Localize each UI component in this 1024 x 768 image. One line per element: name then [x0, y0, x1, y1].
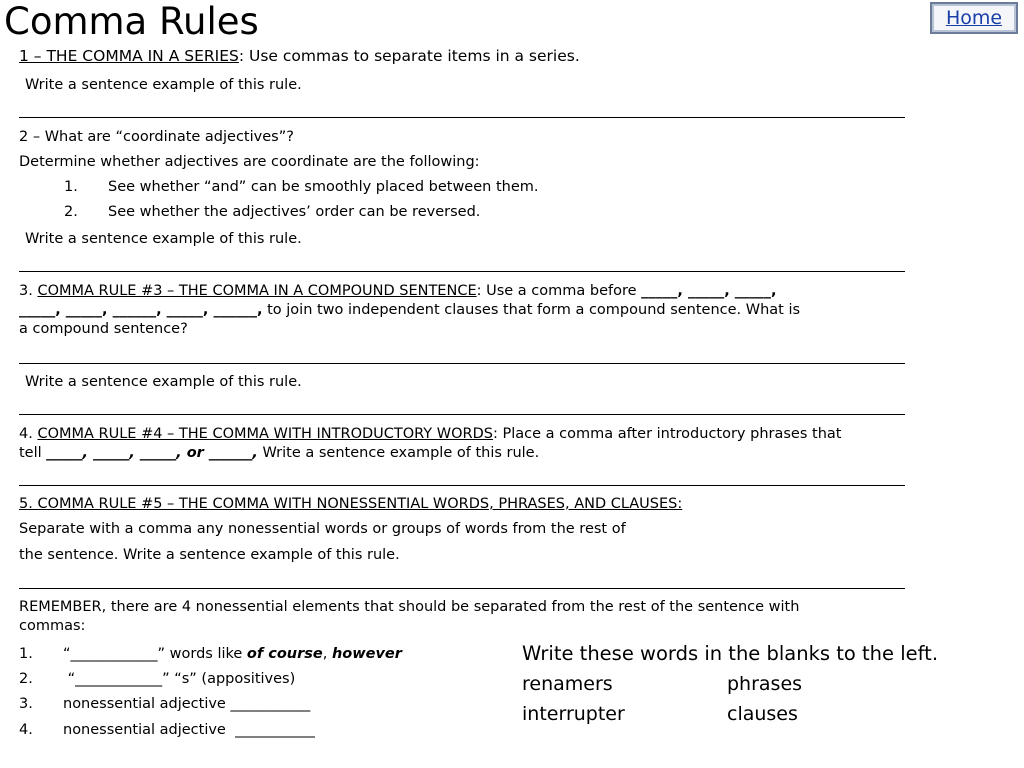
rule4-heading: [19, 424, 841, 444]
rule3-label: COMMA RULE #3 – THE COMMA IN A COMPOUND SENTENCE: [37, 283, 477, 299]
rule4-prefix: 4.: [19, 426, 38, 442]
answer-line-4[interactable]: [19, 414, 905, 415]
item-em1: of course: [246, 646, 323, 662]
rule4-line2-start: tell: [19, 445, 47, 461]
item-em2: however: [331, 646, 402, 662]
rule1-prompt: Write a sentence example of this rule.: [25, 77, 302, 93]
rule2-step-1: [64, 177, 538, 197]
rule2-determine: Determine whether adjectives are coordinate are the following:: [19, 154, 480, 170]
item-number: 4.: [19, 722, 33, 738]
item-pre: “____________” words like: [63, 646, 247, 662]
step-text: See whether “and” can be smoothly placed between them.: [108, 179, 539, 195]
rule5-label: 5. COMMA RULE #5 – THE COMMA WITH NONESSENTIAL WORDS, PHRASES, AND CLAUSES:: [19, 496, 683, 512]
word-renamers: renamers: [522, 673, 613, 695]
rule3-heading: [19, 281, 777, 301]
rule3-line2: [19, 300, 800, 320]
rule1-text: : Use commas to separate items in a series.: [238, 47, 580, 65]
page-title: Comma Rules: [4, 0, 259, 43]
remember-item-3: [19, 694, 310, 714]
rule1-label: 1 – THE COMMA IN A SERIES: [19, 47, 239, 65]
item-text: “____________” “s” (appositives): [63, 671, 296, 687]
home-link[interactable]: Home: [930, 2, 1018, 34]
word-phrases: phrases: [727, 673, 803, 695]
rule3-prefix: 3.: [19, 283, 38, 299]
remember-line2: commas:: [19, 618, 86, 634]
rule4-text: : Place a comma after introductory phrases that: [492, 426, 842, 442]
word-clauses: clauses: [727, 703, 798, 725]
answer-line-3[interactable]: [19, 363, 905, 364]
rule4-label: COMMA RULE #4 – THE COMMA WITH INTRODUCTORY WORDS: [37, 426, 493, 442]
item-text: nonessential adjective ___________: [63, 696, 311, 712]
rule2-step-2: [64, 202, 480, 222]
item-mid: ,: [322, 646, 332, 662]
remember-item-2: [19, 669, 295, 689]
step-text: See whether the adjectives’ order can be reversed.: [108, 204, 481, 220]
rule4-blanks[interactable]: _____, _____, _____, or ______,: [46, 445, 258, 461]
step-number: 1.: [64, 179, 78, 195]
remember-item-4: [19, 720, 315, 740]
item-number: 3.: [19, 696, 33, 712]
answer-line-6[interactable]: [19, 588, 905, 589]
rule3-line3: a compound sentence?: [19, 321, 188, 337]
word-bank-instruction: Write these words in the blanks to the left.: [522, 642, 939, 665]
rule5-line2: the sentence. Write a sentence example of this rule.: [19, 547, 400, 563]
remember-item-1: [19, 644, 402, 664]
rule1-heading: [19, 46, 580, 66]
rule2-prompt: Write a sentence example of this rule.: [25, 231, 302, 247]
answer-line-2[interactable]: [19, 271, 905, 272]
rule2-heading: 2 – What are “coordinate adjectives”?: [19, 129, 294, 145]
rule3-prompt: Write a sentence example of this rule.: [25, 374, 302, 390]
answer-line-1[interactable]: [19, 117, 905, 118]
rule3-text: : Use a comma before: [476, 283, 642, 299]
rule5-line1: Separate with a comma any nonessential words or groups of words from the rest of: [19, 521, 626, 537]
item-text: nonessential adjective ___________: [63, 722, 315, 738]
word-interrupter: interrupter: [522, 703, 625, 725]
rule3-rest: to join two independent clauses that form a compound sentence. What is: [262, 302, 801, 318]
rule4-line2-end: Write a sentence example of this rule.: [257, 445, 540, 461]
rule4-line2: [19, 443, 539, 463]
step-number: 2.: [64, 204, 78, 220]
answer-line-5[interactable]: [19, 485, 905, 486]
item-number: 1.: [19, 646, 33, 662]
rule3-blanks-1[interactable]: _____, _____, _____,: [641, 283, 777, 299]
rule3-blanks-2[interactable]: _____, _____, ______, _____, ______,: [19, 302, 263, 318]
remember-line1: REMEMBER, there are 4 nonessential elements that should be separated from the rest of the sentence with: [19, 599, 800, 615]
item-number: 2.: [19, 671, 33, 687]
